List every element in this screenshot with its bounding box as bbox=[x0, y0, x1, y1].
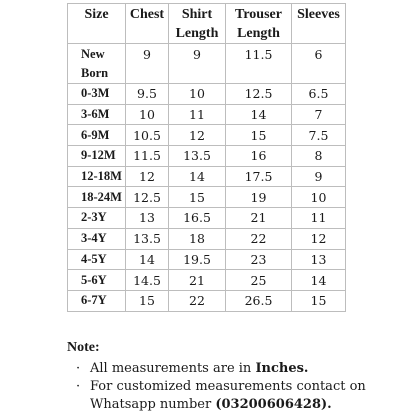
trouser-length-cell: 12.5 bbox=[226, 84, 292, 105]
table-row bbox=[68, 249, 346, 270]
sleeves-cell: 14 bbox=[292, 270, 346, 291]
table-row bbox=[68, 270, 346, 291]
shirt-length-cell: 14 bbox=[169, 166, 226, 187]
chest-cell: 9.5 bbox=[126, 84, 169, 105]
trouser-length-cell: 11.5 bbox=[226, 44, 292, 84]
table-row bbox=[68, 84, 346, 105]
sleeves-cell: 11 bbox=[292, 208, 346, 229]
header-size: Size bbox=[68, 4, 126, 44]
chest-cell: 13 bbox=[126, 208, 169, 229]
shirt-length-cell: 21 bbox=[169, 270, 226, 291]
chest-cell: 13.5 bbox=[126, 228, 169, 249]
trouser-length-cell: 26.5 bbox=[226, 290, 292, 311]
note-list bbox=[76, 360, 412, 414]
size-cell: 6-9M bbox=[68, 125, 126, 146]
trouser-length-cell: 15 bbox=[226, 125, 292, 146]
trouser-length-cell: 25 bbox=[226, 270, 292, 291]
trouser-length-cell: 21 bbox=[226, 208, 292, 229]
trouser-length-cell: 22 bbox=[226, 228, 292, 249]
size-cell: 12-18M bbox=[68, 166, 126, 187]
chest-cell: 12 bbox=[126, 166, 169, 187]
shirt-length-cell: 9 bbox=[169, 44, 226, 84]
trouser-length-cell: 19 bbox=[226, 187, 292, 208]
header-sleeves: Sleeves bbox=[292, 4, 346, 44]
sleeves-cell: 7 bbox=[292, 104, 346, 125]
table-header-row bbox=[68, 4, 346, 44]
sleeves-cell: 15 bbox=[292, 290, 346, 311]
sleeves-cell: 8 bbox=[292, 146, 346, 167]
size-cell: 3-4Y bbox=[68, 228, 126, 249]
table-row bbox=[68, 228, 346, 249]
note-emphasis: Inches. bbox=[255, 361, 309, 376]
size-cell: 0-3M bbox=[68, 84, 126, 105]
table-row bbox=[68, 104, 346, 125]
header-chest: Chest bbox=[126, 4, 169, 44]
note-text: All measurements are in bbox=[90, 361, 256, 376]
sleeves-cell: 7.5 bbox=[292, 125, 346, 146]
table-row bbox=[68, 166, 346, 187]
sleeves-cell: 6.5 bbox=[292, 84, 346, 105]
chest-cell: 10 bbox=[126, 104, 169, 125]
sleeves-cell: 12 bbox=[292, 228, 346, 249]
shirt-length-cell: 16.5 bbox=[169, 208, 226, 229]
size-cell: 18-24M bbox=[68, 187, 126, 208]
shirt-length-cell: 10 bbox=[169, 84, 226, 105]
chest-cell: 14.5 bbox=[126, 270, 169, 291]
size-cell: 3-6M bbox=[68, 104, 126, 125]
size-cell: 2-3Y bbox=[68, 208, 126, 229]
chest-cell: 10.5 bbox=[126, 125, 169, 146]
shirt-length-cell: 19.5 bbox=[169, 249, 226, 270]
table-row bbox=[68, 290, 346, 311]
list-item bbox=[76, 360, 412, 378]
size-cell: 9-12M bbox=[68, 146, 126, 167]
size-cell: 6-7Y bbox=[68, 290, 126, 311]
table-row bbox=[68, 187, 346, 208]
note-heading: Note: bbox=[67, 340, 100, 355]
chest-cell: 11.5 bbox=[126, 146, 169, 167]
size-chart-table bbox=[67, 3, 346, 312]
header-trouser-length: Trouser Length bbox=[226, 4, 292, 44]
trouser-length-cell: 17.5 bbox=[226, 166, 292, 187]
shirt-length-cell: 15 bbox=[169, 187, 226, 208]
trouser-length-cell: 14 bbox=[226, 104, 292, 125]
chest-cell: 14 bbox=[126, 249, 169, 270]
table-row bbox=[68, 146, 346, 167]
shirt-length-cell: 18 bbox=[169, 228, 226, 249]
table-row bbox=[68, 125, 346, 146]
sleeves-cell: 9 bbox=[292, 166, 346, 187]
chest-cell: 12.5 bbox=[126, 187, 169, 208]
table-row bbox=[68, 208, 346, 229]
size-cell: 5-6Y bbox=[68, 270, 126, 291]
table-row bbox=[68, 44, 346, 84]
size-cell: 4-5Y bbox=[68, 249, 126, 270]
shirt-length-cell: 13.5 bbox=[169, 146, 226, 167]
trouser-length-cell: 16 bbox=[226, 146, 292, 167]
list-item bbox=[76, 378, 412, 414]
chest-cell: 15 bbox=[126, 290, 169, 311]
bullet-icon: · bbox=[76, 379, 81, 394]
whatsapp-number: (03200606428). bbox=[215, 397, 332, 412]
chest-cell: 9 bbox=[126, 44, 169, 84]
shirt-length-cell: 12 bbox=[169, 125, 226, 146]
header-shirt-length: Shirt Length bbox=[169, 4, 226, 44]
bullet-icon: · bbox=[76, 361, 81, 376]
size-cell: New Born bbox=[68, 44, 126, 84]
sleeves-cell: 10 bbox=[292, 187, 346, 208]
trouser-length-cell: 23 bbox=[226, 249, 292, 270]
shirt-length-cell: 22 bbox=[169, 290, 226, 311]
shirt-length-cell: 11 bbox=[169, 104, 226, 125]
note-text: For customized measurements contact on Whatsapp number bbox=[90, 379, 366, 412]
sleeves-cell: 13 bbox=[292, 249, 346, 270]
sleeves-cell: 6 bbox=[292, 44, 346, 84]
